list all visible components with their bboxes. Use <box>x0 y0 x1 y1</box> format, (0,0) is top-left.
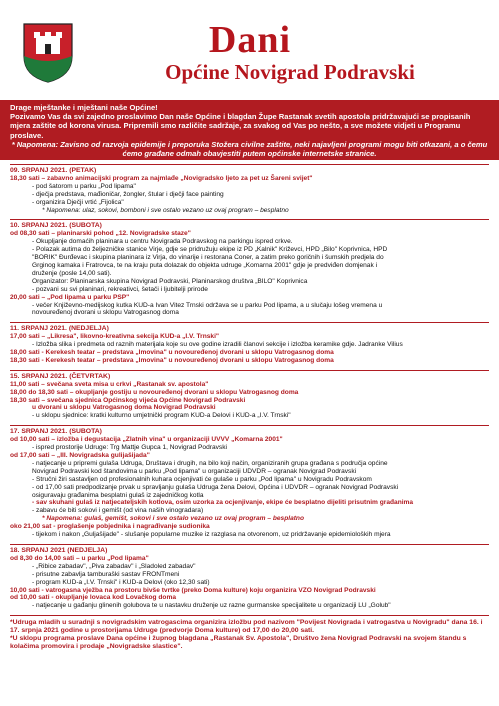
day-heading: 11. SRPANJ 2021. (NEDJELJA) <box>10 322 489 333</box>
program-line: Novigrad Podravski kod štandovima u parku „Pod lipama" u organizaciji UDVDR – ogranak Novigrad Podravski <box>32 467 357 475</box>
program-line: - ispred prostorije Udruge: Trg Mattje Gupca 1, Novigrad Podravski <box>32 444 227 452</box>
program-line: od 8,30 do 14,00 sati – u parku „Pod lipama" <box>10 554 149 562</box>
intro-greeting: Drage mještanke i mještani naše Općine! <box>10 103 158 112</box>
footer-notes <box>10 615 489 651</box>
program-line: 17,00 sati – „Likresa", likovno-kreativna sekcija KUD-a „I.V. Trnski" <box>10 333 220 341</box>
program-line: Grginog kamaka i Fratrovca, te na kraju puta dolazak do objekta udruge „Komarna 2001" gdje je predviđen domjenak i <box>32 261 378 269</box>
intro-body: Pozivamo Vas da svi zajedno proslavimo Dan naše Općine i blagdan Župe Rastanak svetih apostola pridržavajući se propisanih mjera zaštite od korona virusa. Pripremili smo različite sadržaje, za svakog od Vas po nešto, a sve možete vidjeti u Programu proslave. <box>10 112 471 140</box>
day-section <box>10 425 489 539</box>
program-line: "BORIK" Đurđevac i skupina planinara iz Virja, do vinarije i restorana Coner, a zatim preko goričnih i šumskih predjela do <box>32 254 384 262</box>
day-section <box>10 322 489 365</box>
day-heading: 09. SRPANJ 2021. (PETAK) <box>10 164 489 175</box>
program-line: oko 21,00 sat - proglašenje pobjednika i nagrađivanje sudionika <box>10 523 210 531</box>
page-title: Dani <box>208 19 292 61</box>
day-section <box>10 219 489 317</box>
program-line: osiguravaju građanima besplatni gulaš iz zajedničkog kotla <box>32 491 204 499</box>
program-line: od 17,00 sati – „III. Novigradska gulijašijada" <box>10 452 150 459</box>
day-section <box>10 544 489 610</box>
program-line: od 10,00 sati – izložba i degustacija „Zlatnih vina" u organizaciji UVVV „Komarna 2001" <box>10 436 283 444</box>
day-heading: 18. SRPANJ 2021 (NEDJELJA) <box>10 544 489 555</box>
program-line: - tijekom i nakon „Guljašijade" - slušanje popularne muzike iz razglasa na otvorenom, uz pridržavanje epidemioloških mjera <box>32 531 391 539</box>
program-line: 11,00 sati – svečana sveta misa u crkvi „Rastanak sv. apostola" <box>10 380 209 388</box>
program-line: * Napomena: ulaz, sokovi, bomboni i sve ostalo vezano uz ovaj program – besplatno <box>42 206 289 214</box>
program-line: 18,30 sati – svečana sjednica Općinskog vijeća Općine Novigrad Podravski <box>10 396 246 404</box>
program-line: u dvorani u sklopu Vatrogasnog doma Novigrad Podravski <box>32 404 216 412</box>
program-line: - organizira Dječji vrtić „Fijolica" <box>32 198 124 206</box>
program-line: - sav skuhani gulaš iz natjecateljskih kotlova, osim uzorka za ocjenjivanje, ekipe će besplatno dijeliti prisutnim građanima <box>32 499 414 507</box>
program-line: od 08,30 sati – planinarski pohod „12. Novigradske staze" <box>10 230 191 238</box>
program-line: - prisutne zabavlja tamburaški sastav FRONTmeni <box>32 570 180 578</box>
program-line: * Napomena: gulaš, gemišt, sokovi i sve ostalo vezano uz ovaj program – besplatno <box>42 515 304 523</box>
page-subtitle: Općine Novigrad Podravski <box>165 60 415 84</box>
day-section <box>10 164 489 214</box>
program-line: od 10,00 sati - okupljanje lovaca kod Lovačkog doma <box>10 594 176 602</box>
program-line: - u sklopu sjednice: kratki kulturno umjetnički program KUD-a Delovi i KUD-a „I.V. Trnski" <box>32 412 291 420</box>
day-heading: 17. SRPANJ 2021. (SUBOTA) <box>10 425 489 436</box>
program-list <box>0 164 499 651</box>
program-line: - večer Književno-medijskog kutka KUD-a Ivan Vitez Trnski održava se u parku Pod lipama, a u slučaju lošeg vremena u <box>32 301 383 309</box>
program-line: - Okupljanje domaćih planinara u centru Novigrada Podravskog na parkingu ispred crkve. <box>32 238 293 246</box>
program-line: 18,00 do 18,30 sati – okupljanje gostiju u novouređenoj dvorani u sklopu Vatrogasnog doma <box>10 388 299 396</box>
program-line: - zabavu će biti sokovi i gemišt (od vina naših vinogradara) <box>32 507 204 515</box>
program-line: - dječja predstava, mađioničar, žongler, štular i dječji face painting <box>32 190 224 198</box>
program-line: 18,30 sati – zabavno animacijski program za najmlađe „Novigradsko ljeto za pet uz Šareni svijet" <box>10 174 313 182</box>
intro-note: * Napomena: Zavisno od razvoja epidemije i preporuka Stožera civilne zaštite, neki najavljeni programi mogu biti otkazani, a o čemu ćemo građane odmah obavjestiti putem općinske internetske stranice. <box>11 139 488 159</box>
coat-of-arms-icon <box>22 22 74 84</box>
day-heading: 10. SRPANJ 2021. (SUBOTA) <box>10 219 489 230</box>
footer-note: *Udruga mladih u suradnji s novigradskim vatrogascima organizira izložbu pod nazivom "Povijest Novigrada i vatrogastva u Novigradu" dana 16. i 17. srpnja 2021 godine u prostorijama Udruge (predvorje Doma kulture) od 17,00 do 20,00 sati. <box>10 619 483 635</box>
program-line: - pozvani su svi planinari, rekreativci, šetači i ljubitelji prirode <box>32 285 208 293</box>
program-line: - Izložba slika i predmeta od raznih materijala koje su ove godine izradili članovi sekcije i izložba keramike gdje. Jadranke Vilius <box>32 341 403 349</box>
program-line: - natjecanje u gađanju glinenih golubova te u nastavku druženje uz razne gurmanske specijalitete u organizaciji LU „Golub" <box>32 602 391 610</box>
program-line: - Stručni žiri sastavljen od profesionalnih kuhara ocjenjivati će gulaše u parku „Pod lipama" u Novigradu Podravskom <box>32 475 372 483</box>
intro-box <box>0 100 499 160</box>
program-line: - „Ribice zabadav", „Piva zabadav" i „Sladoled zabadav" <box>32 562 196 570</box>
program-line: druženje (posle 14,00 sati). <box>32 269 112 277</box>
program-line: 18,30 sati - Kerekesh teatar – predstava „Imovina" u novouređenoj dvorani u sklopu Vatrogasnog doma <box>10 356 334 364</box>
program-line: - natjecanje u pripremi gulaša Udruga, Društava i drugih, na bilo koji način, organiziranih grupa građana s područja općine <box>32 459 388 467</box>
program-line: 10,00 sati - vatrogasna vježba na prostoru bivše tvrtke (preko Doma kulture) koju organizira VZO Novigrad Podravski <box>10 586 376 594</box>
program-line: - Polazak autima do željezničke stanice Virje, gdje se pridružuju ekipe iz PD „Kalnik" Križevci, HPD „Bilo" Koprivnica, HPD <box>32 246 388 254</box>
program-line: 20,00 sati – „Pod lipama u parku PSP" <box>10 293 130 301</box>
program-line: - pod šatorom u parku „Pod lipama" <box>32 182 136 190</box>
program-line: - od 17,00 sati predpodizanje prvak u spravljanju gulaša Udruga žena Delovi, Općina i UDVDR – ogranak Novigrad Podravski <box>32 483 399 491</box>
header <box>0 0 499 100</box>
day-section <box>10 370 489 420</box>
program-line: novouređenoj dvorani u sklopu Vatrogasnog doma <box>32 309 179 317</box>
program-line: 18,00 sati - Kerekesh teatar – predstava „Imovina" u novouređenoj dvorani u sklopu Vatrogasnog doma <box>10 349 334 357</box>
program-line: Organizator: Planinarska skupina Novigrad Podravski, Planinarskog društva „BILO" Koprivnica <box>32 277 308 285</box>
program-line: - program KUD-a „I.V. Trnski" i KUD-a Delovi (oko 12,30 sati) <box>32 578 210 586</box>
footer-note: *U sklopu programa proslave Dana općine i župnog blagdana „Rastanak Sv. Apostola", Društvo žena Novigrad Podravski na svojem štandu s kolačima promovira i prodaje „Novigradske slastice". <box>10 635 467 651</box>
day-heading: 15. SRPANJ 2021. (ČETVRTAK) <box>10 370 489 381</box>
